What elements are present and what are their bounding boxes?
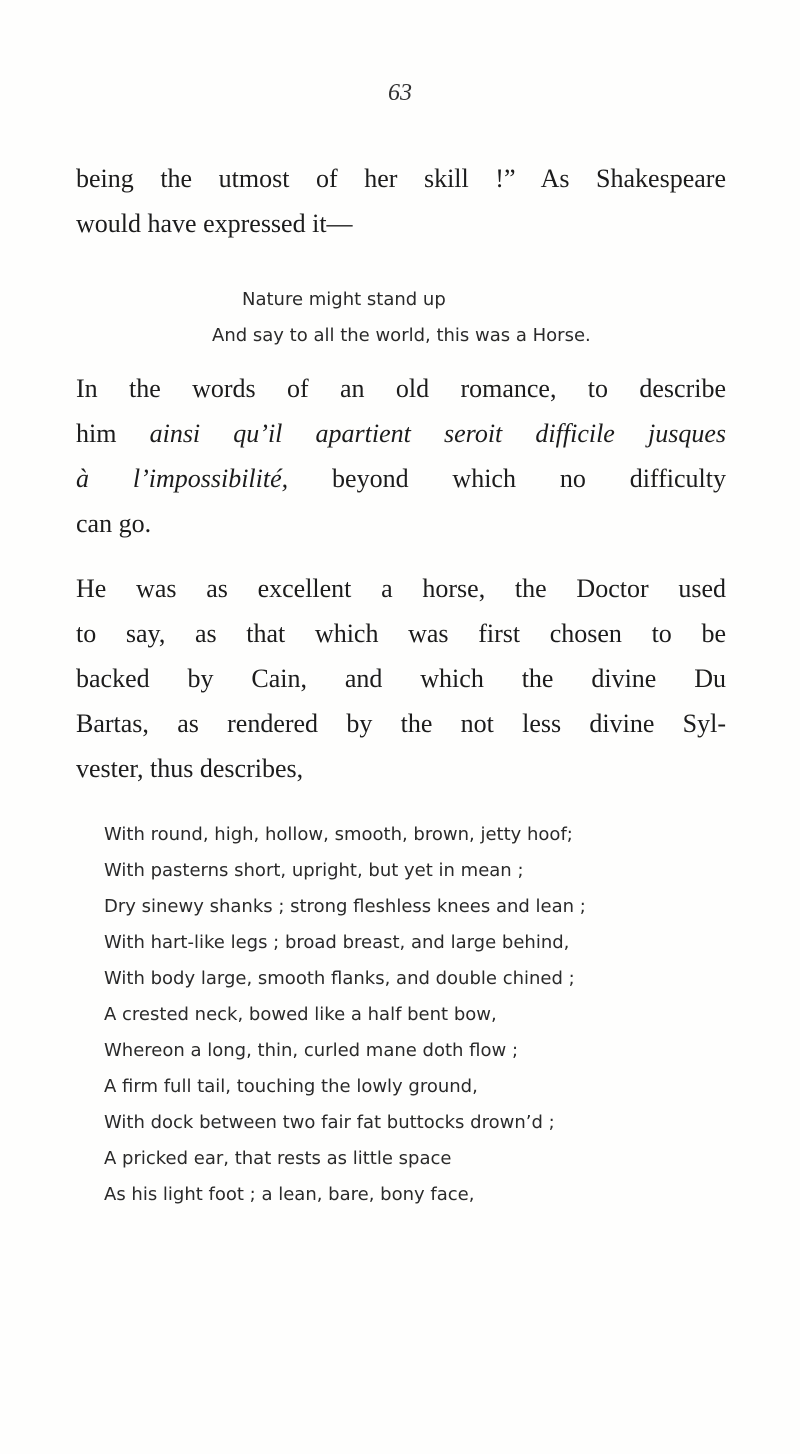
verse-line: With hart-like legs ; broad breast, and large behind, (104, 932, 570, 953)
verse-line: Nature might stand up (242, 289, 446, 310)
text-fragment: him (76, 419, 150, 448)
verse-quote-shakespeare (212, 282, 591, 354)
verse-line: A crested neck, bowed like a half bent bow, (104, 1004, 497, 1025)
verse-line: As his light foot ; a lean, bare, bony face, (104, 1184, 475, 1205)
paragraph-horse (76, 566, 726, 791)
verse-line: With dock between two fair fat buttocks drown’d ; (104, 1112, 555, 1133)
text-fragment: beyond which no difficulty (288, 464, 726, 493)
french-phrase: ainsi qu’il apartient seroit difficile jusques (149, 419, 726, 448)
text-line: would have expressed it— (76, 209, 353, 238)
text-line: being the utmost of her skill !” As Shakespeare (76, 164, 726, 193)
verse-line: A pricked ear, that rests as little space (104, 1148, 452, 1169)
text-line: He was as excellent a horse, the Doctor used (76, 574, 726, 603)
verse-line: With round, high, hollow, smooth, brown, jetty hoof; (104, 824, 573, 845)
verse-line: With body large, smooth flanks, and double chined ; (104, 968, 575, 989)
text-line: Bartas, as rendered by the not less divine Syl- (76, 709, 726, 738)
verse-line: And say to all the world, this was a Horse. (212, 325, 591, 346)
verse-line: With pasterns short, upright, but yet in mean ; (104, 860, 524, 881)
verse-quote-du-bartas (104, 817, 586, 1213)
text-line (76, 411, 726, 456)
verse-line: Whereon a long, thin, curled mane doth flow ; (104, 1040, 519, 1061)
text-line: backed by Cain, and which the divine Du (76, 664, 726, 693)
text-line (76, 456, 726, 501)
page-number: 63 (388, 80, 412, 106)
text-line: can go. (76, 509, 152, 538)
text-line: to say, as that which was first chosen to be (76, 619, 726, 648)
verse-line: Dry sinewy shanks ; strong fleshless knees and lean ; (104, 896, 586, 917)
paragraph-shakespeare (76, 156, 726, 246)
text-line: vester, thus describes, (76, 754, 304, 783)
verse-line: A firm full tail, touching the lowly ground, (104, 1076, 478, 1097)
paragraph-romance (76, 366, 726, 546)
french-phrase: à l’impossibilité, (76, 464, 289, 493)
text-line: In the words of an old romance, to describe (76, 374, 726, 403)
